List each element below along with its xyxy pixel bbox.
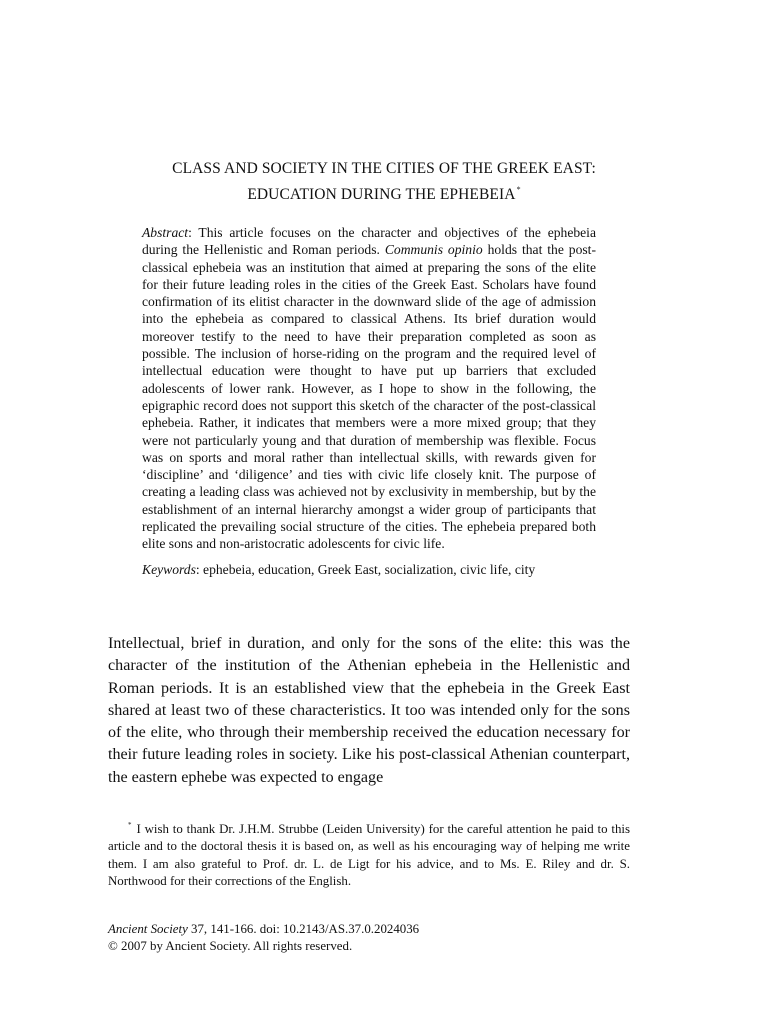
journal-citation: 37, 141-166. doi: 10.2143/AS.37.0.2024036 xyxy=(187,922,420,936)
keywords-label: Keywords xyxy=(142,561,196,577)
title-footnote-marker[interactable]: * xyxy=(516,185,521,194)
title-line-2-text: EDUCATION DURING THE EPHEBEIA xyxy=(247,186,516,203)
journal-info xyxy=(108,921,630,954)
keywords-text: : ephebeia, education, Greek East, socialization, civic life, city xyxy=(195,561,536,577)
journal-copyright: © 2007 by Ancient Society. All rights reserved. xyxy=(108,938,353,953)
abstract-section xyxy=(142,224,596,578)
article-title xyxy=(100,158,668,205)
journal-name: Ancient Society xyxy=(108,922,188,936)
footnote-marker: * xyxy=(128,821,132,829)
abstract-label: Abstract xyxy=(142,225,189,240)
journal-citation-line xyxy=(108,921,630,938)
abstract-text-b: holds that the post-classical ephebeia was an institution that aimed at preparing the sons of the elite for their future leading roles in the cities of the Greek East. Scholars have found confirmation of its elitist character in the downward slide of the age of admission into the ephebeia as compared to classical Athens. Its brief duration would moreover testify to the need to have their preparation completed as soon as possible. The inclusion of horse-riding on the program and the required level of intellectual education were thought to have put up barriers that excluded adolescents of lower rank. However, as I hope to show in the following, the epigraphic record does not support this sketch of the character of the post-classical ephebeia. Rather, it indicates that members were a more mixed group; that they were not particularly young and that duration of membership was flexible. Focus was on sports and moral rather than intellectual skills, with rewards given for ‘discipline’ and ‘diligence’ and ties with civic life closely knit. The purpose of creating a leading class was achieved not by exclusivity in membership, but by the establishment of an internal hierarchy amongst a wider group of participants that replicated the prevailing social structure of the cities. The ephebeia prepared both elite sons and non-aristocratic adolescents for civic life. xyxy=(142,242,596,552)
footnote xyxy=(108,817,630,890)
abstract-paragraph xyxy=(142,224,596,553)
body-paragraph: Intellectual, brief in duration, and only for the sons of the elite: this was the character of the institution of the Athenian ephebeia in the Hellenistic and Roman periods. It is an established view that the ephebeia in the Greek East shared at least two of these characteristics. It too was intended only for the sons of the elite, who through their membership received the education necessary for their future leading roles in society. Like his post-classical Athenian counterpart, the eastern ephebe was expected to engage xyxy=(108,635,630,786)
abstract-italic-phrase: Communis opinio xyxy=(384,242,483,258)
title-line-1: CLASS AND SOCIETY IN THE CITIES OF THE GREEK EAST: xyxy=(172,160,596,177)
footnote-text: I wish to thank Dr. J.H.M. Strubbe (Leiden University) for the careful attention he paid to this article and to the doctoral thesis it is based on, as well as his encouraging way of helping me write them. I am also grateful to Prof. dr. L. de Ligt for his advice, and to Ms. E. Riley and dr. S. Northwood for their corrections of the English. xyxy=(108,822,630,888)
keywords-paragraph xyxy=(142,561,596,578)
footnote-paragraph xyxy=(108,817,630,890)
body-text xyxy=(108,633,630,789)
title-line-2 xyxy=(100,179,668,205)
abstract-text-a: : This article focuses on the character and objectives of the ephebeia during the Hellenistic and Roman periods. xyxy=(142,225,596,258)
